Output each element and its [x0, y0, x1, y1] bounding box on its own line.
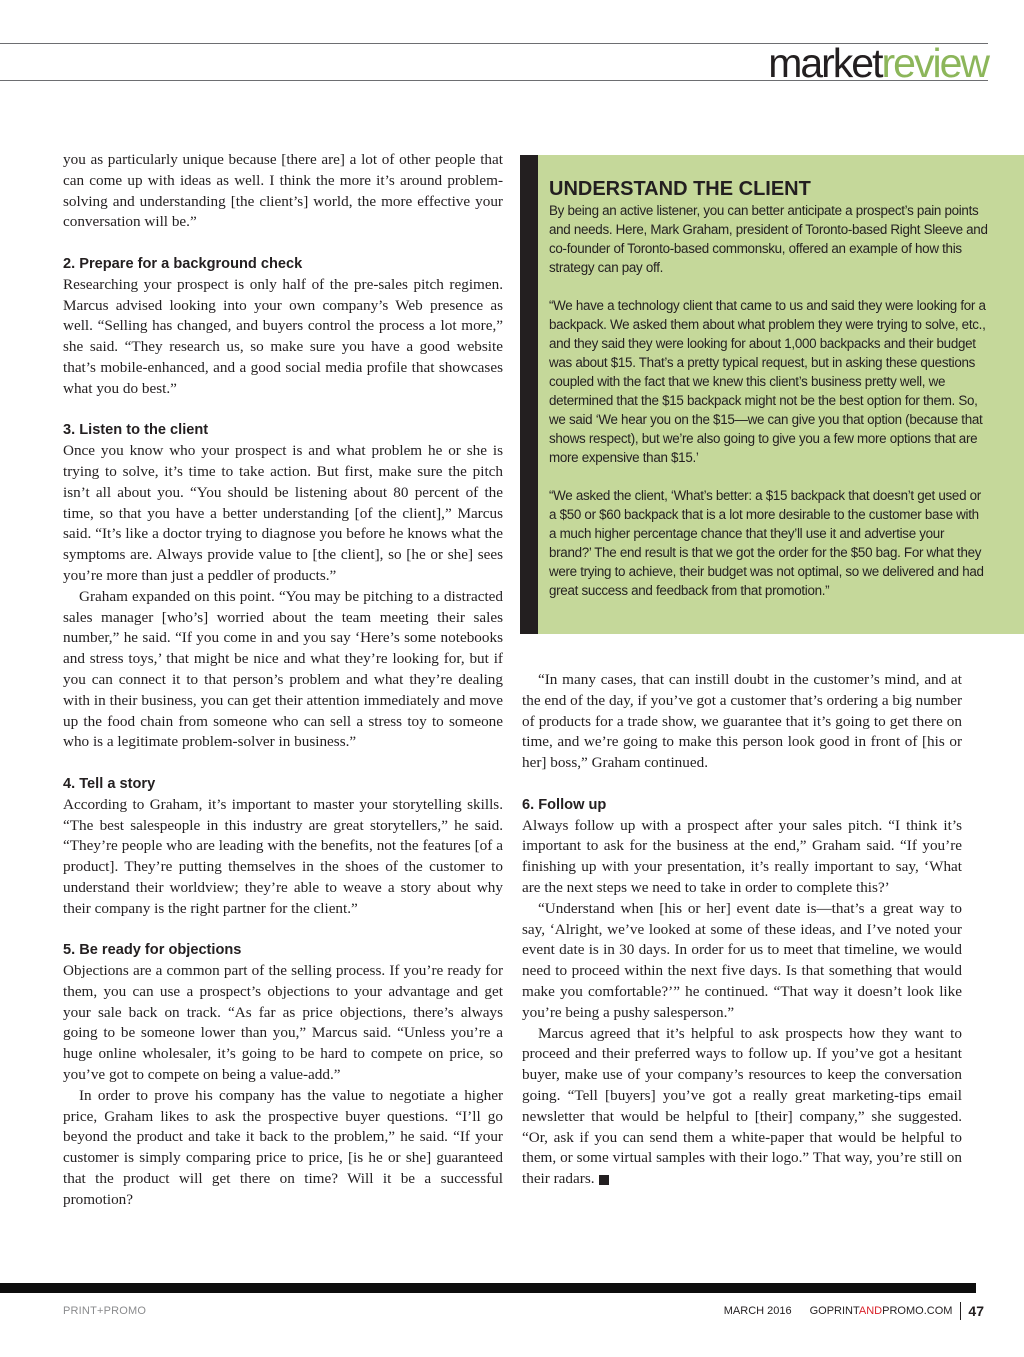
brand-market: market	[768, 40, 882, 86]
paragraph	[522, 1024, 962, 1190]
section-heading: 2. Prepare for a background check	[63, 255, 303, 272]
end-mark-icon: +	[599, 1175, 609, 1185]
sidebar-paragraph: “We have a technology client that came to us and said they were looking for a backpack. We asked them about what problem they were trying to solve, etc., and they said they were looking for about 1,000 backpacks and their budget was about $15. That’s a pretty typical request, but in asking these questions coupled with the fact that we knew this client’s business pretty well, we determined that the $15 backpack might not be the best option for them. So, we said ‘We hear you on the $15—we can give you that option (because that shows respect), but we’re also going to give you a few more options that are more expensive than $15.’	[549, 298, 986, 465]
sidebar-content	[549, 177, 989, 619]
footer-right	[724, 1302, 984, 1320]
paragraph: Once you know who your prospect is and what problem he or she is trying to solve, it’s time to take action. But first, make sure the pitch isn’t all about you. “You should be listening about 80 percent of the time, so that you have a better understanding [of the client],” Marcus said. “It’s like a doctor trying to diagnose you before he knows what the symptoms are. Always provide value to [the client], so [he or she] sees you’re more than just a peddler of products.”	[63, 442, 503, 584]
paragraph: According to Graham, it’s important to master your storytelling skills. “The best salespeople in this industry are great storytellers,” he said. “They’re people who are leading with the benefits, not the features [of a product]. They’re putting themselves in the shoes of the customer to understand their worldview; they’re able to weave a story about why their company is the right partner for the client.”	[63, 795, 503, 917]
right-column-top	[522, 670, 962, 774]
paragraph: Researching your prospect is only half of the pre-sales pitch regimen. Marcus advised looking into your own company’s Web presence as well. “Selling has changed, and buyers control the process a lot more,” she said. “They research us, so make sure you have a good website that’s mobile-enhanced, and a good social media profile that showcases what you do best.”	[63, 275, 503, 397]
brand-review: review	[881, 40, 988, 86]
sidebar-accent-bar	[520, 155, 538, 634]
paragraph: “In many cases, that can instill doubt in the customer’s mind, and at the end of the day, if you’ve got a customer that’s ordering a big number of products for a trade show, we guarantee that it’s going to get there on time, and we’re going to make this person look good in front of [his or her] boss,” Graham continued.	[522, 671, 962, 772]
paragraph: you as particularly unique because [there are] a lot of other people that can come up with ideas as well. I think the more it’s around problem-solving and understanding [the client’s] world, the more effective your conversation will be.”	[63, 151, 503, 231]
paragraph: “Understand when [his or her] event date is—that’s a great way to say, ‘Alright, we’ve looked at some of these ideas, and I’ve noted your event date is in 30 days. In order for us to meet that timeline, we would need to proceed within the next five days. Is that something that would make you comfortable?’” he continued. “That way it doesn’t look like you’re being a pushy salesperson.”	[522, 899, 962, 1021]
sidebar-title: UNDERSTAND THE CLIENT	[549, 178, 811, 200]
paragraph: Objections are a common part of the selling process. If you’re ready for them, you can use a prospect’s objections to your advantage and get your sale back on track. “As far as price objections, there’s always going to be someone lower than you,” Marcus said. “Unless you’re a huge online wholesaler, it’s going to be hard to compete on price, so you’ve got to compete on being a value-add.”	[63, 962, 503, 1084]
sidebar-paragraph: “We asked the client, ‘What’s better: a $15 backpack that doesn’t get used or a $50 or $60 backpack that is a lot more desirable to the customer base with a much higher percentage chance that they’ll use it and advertise your brand?’ The end result is that we got the order for the $50 bag. For what they were trying to achieve, their budget was not optimal, so we delivered and had great success and feedback from that promotion.”	[549, 488, 984, 598]
footer-date: MARCH 2016	[723, 1305, 792, 1317]
site-part: PROMO.COM	[882, 1305, 953, 1317]
page-number: 47	[968, 1303, 984, 1319]
section-heading: 3. Listen to the client	[63, 422, 209, 439]
sidebar-box	[520, 155, 1024, 634]
paragraph-text: Marcus agreed that it’s helpful to ask prospects how they want to proceed and their preferred ways to follow up. If you’ve got a hesitant buyer, make use of your company’s resources to keep the conversation going. “Tell [buyers] you’ve got a really great marketing-tips email newsletter that would be helpful to [their] company,” she suggested. “Or, ask if you can send them a white-paper that would be helpful to them, or some virtual samples with their logo.” That way, you’re still on their radars.	[522, 1024, 962, 1188]
right-column-bottom	[522, 774, 962, 1190]
footer-bar	[0, 1283, 976, 1293]
section-heading: 6. Follow up	[522, 796, 607, 813]
sidebar-paragraph: By being an active listener, you can better anticipate a prospect’s pain points and needs. Here, Mark Graham, president of Toronto-based Right Sleeve and co-founder of Toronto-based commonsku, offered an example of how this strategy can pay off.	[549, 203, 988, 275]
section-heading: 4. Tell a story	[63, 775, 156, 792]
section-brand	[768, 38, 988, 88]
paragraph: In order to prove his company has the value to negotiate a higher price, Graham likes to ask the prospective buyer questions. “I’ll go beyond the product and take it back to the problem,” he said. “If your customer is simply comparing price to price, [is he or she] guaranteed that the product will get there on time? Will it be a successful promotion?	[63, 1086, 503, 1208]
site-part-accent: AND	[858, 1305, 883, 1317]
footer-divider	[960, 1302, 961, 1320]
site-part: GOPRINT	[809, 1305, 859, 1317]
footer-website	[810, 1305, 953, 1317]
paragraph: Always follow up with a prospect after your sales pitch. “I think it’s important to ask for the business at the end,” Graham said. “If you’re finishing up with your presentation, it’s really important to say, ‘What are the next steps we need to take in order to complete this?’	[522, 816, 962, 896]
footer-publication: PRINT+PROMO	[63, 1305, 147, 1317]
left-column	[63, 150, 503, 1211]
section-heading: 5. Be ready for objections	[63, 942, 242, 959]
paragraph: Graham expanded on this point. “You may be pitching to a distracted sales manager [who’s] worried about the team meeting their sales number,” he said. “If you come in and you say ‘Here’s some notebooks and stress toys,’ that might be nice and what they’re looking for, but if you can connect it to that person’s problem and what they’re dealing with in their business, you can get their attention immediately and move up the food chain from someone who can sell a stress toy to someone who is a legitimate problem-solver in business.”	[63, 587, 503, 751]
